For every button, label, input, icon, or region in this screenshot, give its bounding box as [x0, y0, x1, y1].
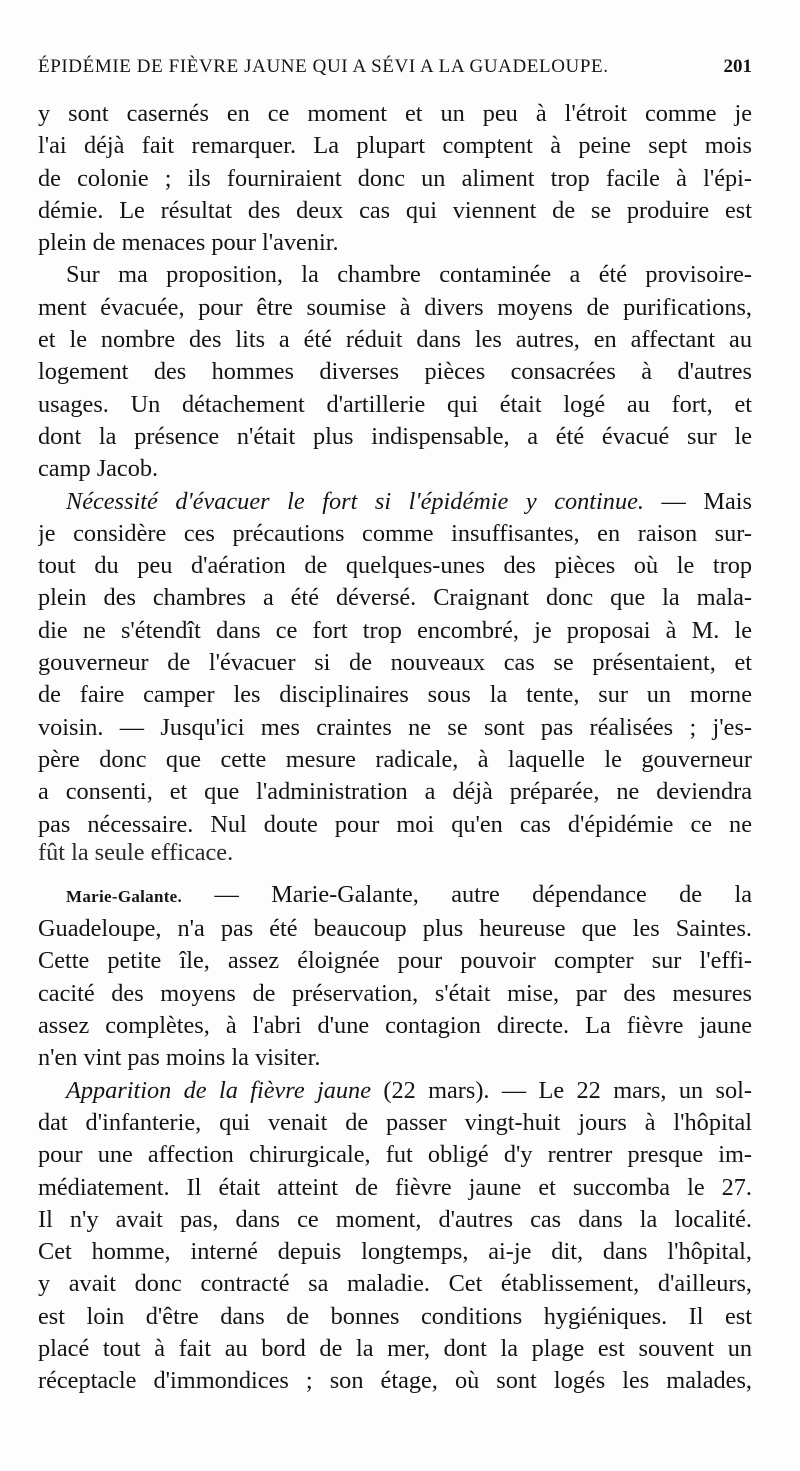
heading-continuation: — Mais — [643, 487, 752, 515]
text-line: de colonie ; ils fourniraient donc un aliment trop facile à l'épi- — [38, 164, 752, 192]
running-head — [38, 56, 752, 86]
text-line: dat d'infanterie, qui venait de passer vingt-huit jours à l'hôpital — [38, 1108, 752, 1136]
heading-continuation: — Marie-Galante, autre dépendance de la — [182, 880, 752, 908]
text-line: ment évacuée, pour être soumise à divers moyens de purifications, — [38, 293, 752, 321]
text-line: l'ai déjà fait remarquer. La plupart comptent à peine sept mois — [38, 132, 752, 160]
text-line: assez complètes, à l'abri d'une contagion directe. La fièvre jaune — [38, 1012, 752, 1040]
paragraph-start-line: Sur ma proposition, la chambre contaminée a été provisoire- — [66, 261, 752, 289]
page-number: 201 — [723, 56, 752, 77]
text-line: et le nombre des lits a été réduit dans les autres, en affectant au — [38, 326, 752, 354]
text-line: usages. Un détachement d'artillerie qui était logé au fort, et — [38, 390, 752, 418]
text-line: Cette petite île, assez éloignée pour pouvoir compter sur l'effi- — [38, 947, 752, 975]
text-line: réceptacle d'immondices ; son étage, où sont logés les malades, — [38, 1367, 752, 1395]
text-line: cacité des moyens de préservation, s'était mise, par des mesures — [38, 979, 752, 1007]
italic-heading: Nécessité d'évacuer le fort si l'épidémie y continue. — [66, 487, 644, 515]
running-title: ÉPIDÉMIE DE FIÈVRE JAUNE QUI A SÉVI A LA GUADELOUPE. — [38, 56, 609, 77]
text-line: logement des hommes diverses pièces consacrées à d'autres — [38, 358, 752, 386]
text-line: camp Jacob. — [38, 455, 159, 483]
text-line: Guadeloupe, n'a pas été beaucoup plus heureuse que les Saintes. — [38, 915, 752, 943]
text-line: Il n'y avait pas, dans ce moment, d'autres cas dans la localité. — [38, 1205, 752, 1233]
text-line: n'en vint pas moins la visiter. — [38, 1044, 321, 1072]
text-line: gouverneur de l'évacuer si de nouveaux cas se présentaient, et — [38, 649, 752, 677]
body-text — [38, 98, 752, 1398]
heading-continuation: (22 mars). — Le 22 mars, un sol- — [370, 1076, 752, 1104]
italic-heading: Apparition de la fièvre jaune — [66, 1076, 371, 1104]
text-line: plein de menaces pour l'avenir. — [38, 229, 339, 257]
text-line: tout du peu d'aération de quelques-unes des pièces où le trop — [38, 552, 752, 580]
text-line: médiatement. Il était atteint de fièvre jaune et succomba le 27. — [38, 1173, 752, 1201]
bold-heading: Marie-Galante. — [66, 886, 183, 906]
text-line: Cet homme, interné depuis longtemps, ai-je dit, dans l'hôpital, — [38, 1238, 752, 1266]
text-line: pour une affection chirurgicale, fut obligé d'y rentrer presque im- — [38, 1141, 752, 1169]
text-line: y avait donc contracté sa maladie. Cet établissement, d'ailleurs, — [38, 1270, 752, 1298]
text-line: est loin d'être dans de bonnes conditions hygiéniques. Il est — [38, 1302, 752, 1330]
text-line: démie. Le résultat des deux cas qui viennent de se produire est — [38, 196, 752, 224]
section-heading-line — [38, 879, 752, 913]
section-heading-line — [38, 1075, 752, 1107]
section-heading-line — [38, 486, 752, 518]
text-line: père donc que cette mesure radicale, à laquelle le gouverneur — [38, 745, 752, 773]
text-line: placé tout à fait au bord de la mer, dont la plage est souvent un — [38, 1334, 752, 1362]
text-line: fût la seule efficace. — [38, 840, 234, 865]
text-line: plein des chambres a été déversé. Craignant donc que la mala- — [38, 584, 752, 612]
text-line: dont la présence n'était plus indispensable, a été évacué sur le — [38, 422, 752, 450]
text-line: je considère ces précautions comme insuffisantes, en raison sur- — [38, 519, 752, 547]
text-line: pas nécessaire. Nul doute pour moi qu'en cas d'épidémie ce ne — [38, 810, 752, 838]
text-line: y sont casernés en ce moment et un peu à l'étroit comme je — [38, 100, 752, 127]
text-line: voisin. — Jusqu'ici mes craintes ne se sont pas réalisées ; j'es- — [38, 713, 752, 741]
text-line: a consenti, et que l'administration a déjà préparée, ne deviendra — [38, 778, 752, 806]
text-line: die ne s'étendît dans ce fort trop encombré, je proposai à M. le — [38, 616, 752, 644]
text-line: de faire camper les disciplinaires sous la tente, sur un morne — [38, 681, 752, 709]
